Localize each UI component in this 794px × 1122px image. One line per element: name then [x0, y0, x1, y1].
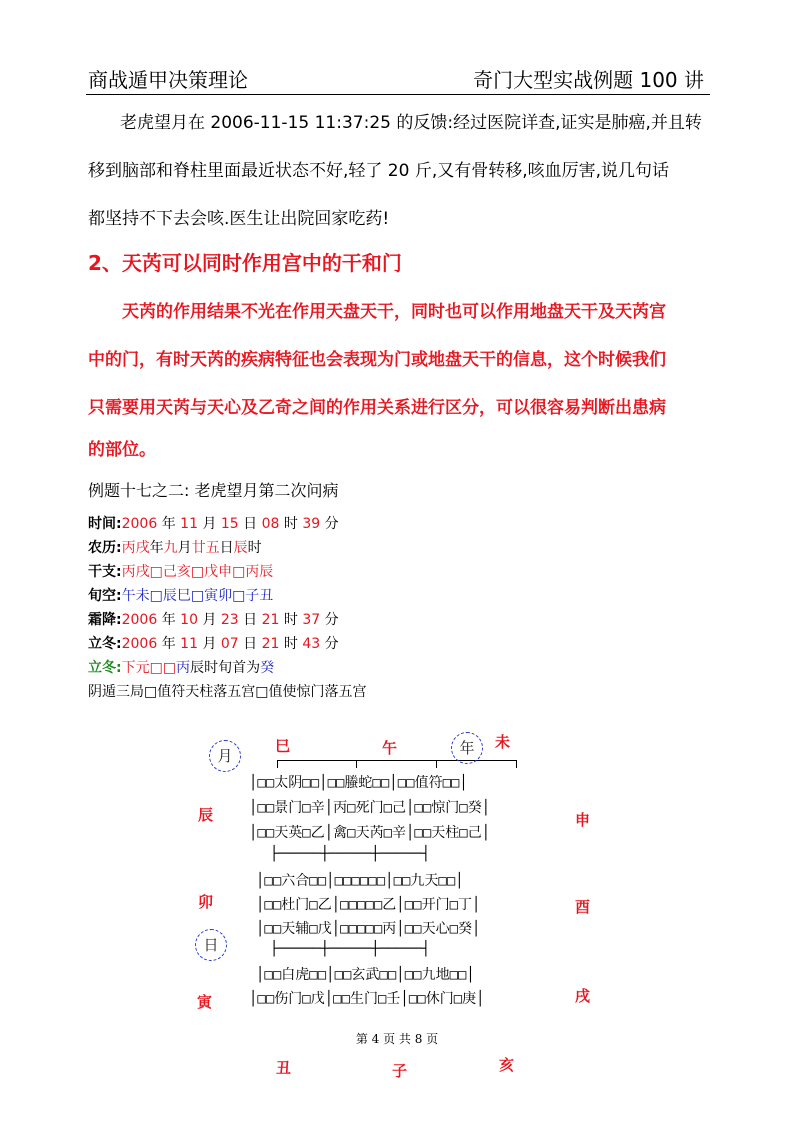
branch-wu: 午 — [382, 739, 398, 757]
time-y: 年 — [161, 516, 176, 532]
branch-chou: 丑 — [276, 1059, 292, 1077]
ld-h: 时 — [283, 636, 298, 652]
grid-row-1-line-2: │□□景门□辛│丙□死门□己│□□惊门□癸│ — [249, 800, 491, 816]
ld-month: 11 — [180, 636, 198, 652]
info-lidong-label: 立冬: — [88, 636, 122, 652]
branch-si: 巳 — [275, 737, 291, 755]
grid-row-2-line-1: │□□六合□□│□□□□□□│□□九天□□│ — [256, 873, 464, 889]
ld-hour: 21 — [261, 636, 280, 652]
time-h: 时 — [283, 516, 298, 532]
branch-you: 酉 — [575, 898, 591, 916]
day-marker-circle: 日 — [195, 929, 227, 961]
ld-d: 日 — [243, 636, 258, 652]
year-marker-circle: 年 — [451, 732, 483, 764]
time-year: 2006 — [121, 516, 158, 532]
grid-top-tick-1 — [277, 760, 278, 768]
grid-top-tick-2 — [356, 760, 357, 768]
lunar-p4: 月 — [177, 540, 192, 556]
sj-h: 时 — [283, 612, 298, 628]
lunar-p6: 日 — [219, 540, 234, 556]
lunar-p3: 九 — [163, 540, 178, 556]
page-footer: 第 4 页 共 8 页 — [355, 1032, 439, 1046]
time-day: 15 — [220, 516, 239, 532]
ld2-p2: 丙 — [176, 660, 191, 676]
info-time — [88, 513, 339, 533]
lunar-p7: 辰 — [233, 540, 248, 556]
info-shuangjiang-label: 霜降: — [88, 612, 122, 628]
feedback-line-1: 老虎望月在 2006-11-15 11:37:25 的反馈:经过医院详查,证实是肺癌,并且转 — [120, 113, 702, 133]
info-ju: 阴遁三局□值符天柱落五宫□值使惊门落五宫 — [88, 684, 367, 700]
sj-m: 月 — [202, 612, 217, 628]
sj-hour: 21 — [261, 612, 280, 628]
section-paragraph-line-1: 天芮的作用结果不光在作用天盘天干，同时也可以作用地盘天干及天芮宫 — [122, 302, 666, 322]
grid-row-3-line-1: │□□白虎□□│□□玄武□□│□□九地□□│ — [256, 967, 475, 983]
info-shuangjiang — [88, 609, 339, 629]
section-paragraph-line-2: 中的门，有时天芮的疾病特征也会表现为门或地盘天干的信息，这个时候我们 — [88, 350, 666, 370]
time-month: 11 — [180, 516, 198, 532]
ld-year: 2006 — [121, 636, 158, 652]
info-xunkong-label: 旬空: — [88, 588, 122, 604]
section-paragraph-line-4: 的部位。 — [88, 440, 156, 460]
info-lidong2-label: 立冬: — [88, 660, 122, 676]
feedback-line-3: 都坚持不下去会咳.医生让出院回家吃药! — [88, 209, 390, 229]
info-lidong — [88, 633, 339, 653]
info-xunkong — [88, 585, 273, 605]
grid-top-border — [277, 760, 517, 761]
info-time-label: 时间: — [88, 516, 122, 532]
info-lidong-ju — [88, 657, 274, 677]
sj-day: 23 — [220, 612, 239, 628]
ld2-p4: 癸 — [260, 660, 275, 676]
info-lunar — [88, 537, 262, 557]
lunar-p8: 时 — [247, 540, 262, 556]
info-xunkong-value: 午未□辰巳□寅卯□子丑 — [121, 588, 274, 604]
sj-minute: 37 — [302, 612, 321, 628]
grid-row-3-line-2: │□□伤门□戊│□□生门□壬│□□休门□庚│ — [249, 991, 485, 1007]
ld-y: 年 — [161, 636, 176, 652]
ld-m: 月 — [202, 636, 217, 652]
time-m: 月 — [202, 516, 217, 532]
time-minute: 39 — [302, 516, 321, 532]
grid-row-2-line-3: │□□天辅□戊│□□□□□丙│□□天心□癸│ — [256, 921, 481, 937]
ld-minute: 43 — [302, 636, 321, 652]
sj-year: 2006 — [121, 612, 158, 628]
section-heading: 2、天芮可以同时作用宫中的干和门 — [88, 251, 402, 275]
time-hour: 08 — [261, 516, 280, 532]
time-mi: 分 — [324, 516, 339, 532]
info-ganzhi — [88, 561, 273, 581]
month-marker-circle: 月 — [209, 740, 241, 772]
branch-chen: 辰 — [198, 806, 214, 824]
grid-divider-1: ├─────┼─────┼─────┤ — [270, 846, 431, 862]
sj-month: 10 — [180, 612, 198, 628]
header-right-title: 奇门大型实战例题 100 讲 — [473, 68, 704, 92]
grid-row-1-line-3: │□□天英□乙│禽□天芮□辛│□□天柱□己│ — [249, 825, 491, 841]
header-divider — [86, 94, 710, 95]
info-lunar-label: 农历: — [88, 540, 122, 556]
sj-mi: 分 — [324, 612, 339, 628]
branch-wei: 未 — [495, 733, 511, 751]
ld2-p3: 辰时旬首为 — [190, 660, 261, 676]
info-ganzhi-label: 干支: — [88, 564, 122, 580]
grid-row-2-line-2: │□□杜门□乙│□□□□□乙│□□开门□丁│ — [256, 897, 481, 913]
grid-row-1-line-1: │□□太阴□□│□□螣蛇□□│□□值符□□│ — [249, 775, 468, 791]
branch-mao: 卯 — [198, 893, 214, 911]
branch-hai: 亥 — [499, 1056, 515, 1074]
branch-shen: 申 — [575, 811, 591, 829]
sj-y: 年 — [161, 612, 176, 628]
grid-top-tick-4 — [516, 760, 517, 768]
branch-zi: 子 — [392, 1062, 408, 1080]
example-title: 例题十七之二: 老虎望月第二次问病 — [88, 481, 339, 500]
branch-yin: 寅 — [197, 993, 213, 1011]
branch-xu: 戌 — [575, 987, 591, 1005]
ld-day: 07 — [220, 636, 239, 652]
sj-d: 日 — [243, 612, 258, 628]
lunar-p2: 年 — [149, 540, 164, 556]
info-ganzhi-value: 丙戌□己亥□戊申□丙辰 — [121, 564, 274, 580]
grid-divider-2: ├─────┼─────┼─────┤ — [270, 941, 431, 957]
time-d: 日 — [243, 516, 258, 532]
feedback-line-2: 移到脑部和脊柱里面最近状态不好,轻了 20 斤,又有骨转移,咳血厉害,说几句话 — [88, 161, 670, 181]
ld2-p1: 下元□□ — [121, 660, 177, 676]
section-paragraph-line-3: 只需要用天芮与天心及乙奇之间的作用关系进行区分，可以很容易判断出患病 — [88, 398, 666, 418]
ld-mi: 分 — [324, 636, 339, 652]
lunar-p1: 丙戌 — [121, 540, 150, 556]
grid-top-tick-3 — [436, 760, 437, 768]
header-left-title: 商战遁甲决策理论 — [88, 68, 248, 92]
lunar-p5: 廿五 — [191, 540, 220, 556]
